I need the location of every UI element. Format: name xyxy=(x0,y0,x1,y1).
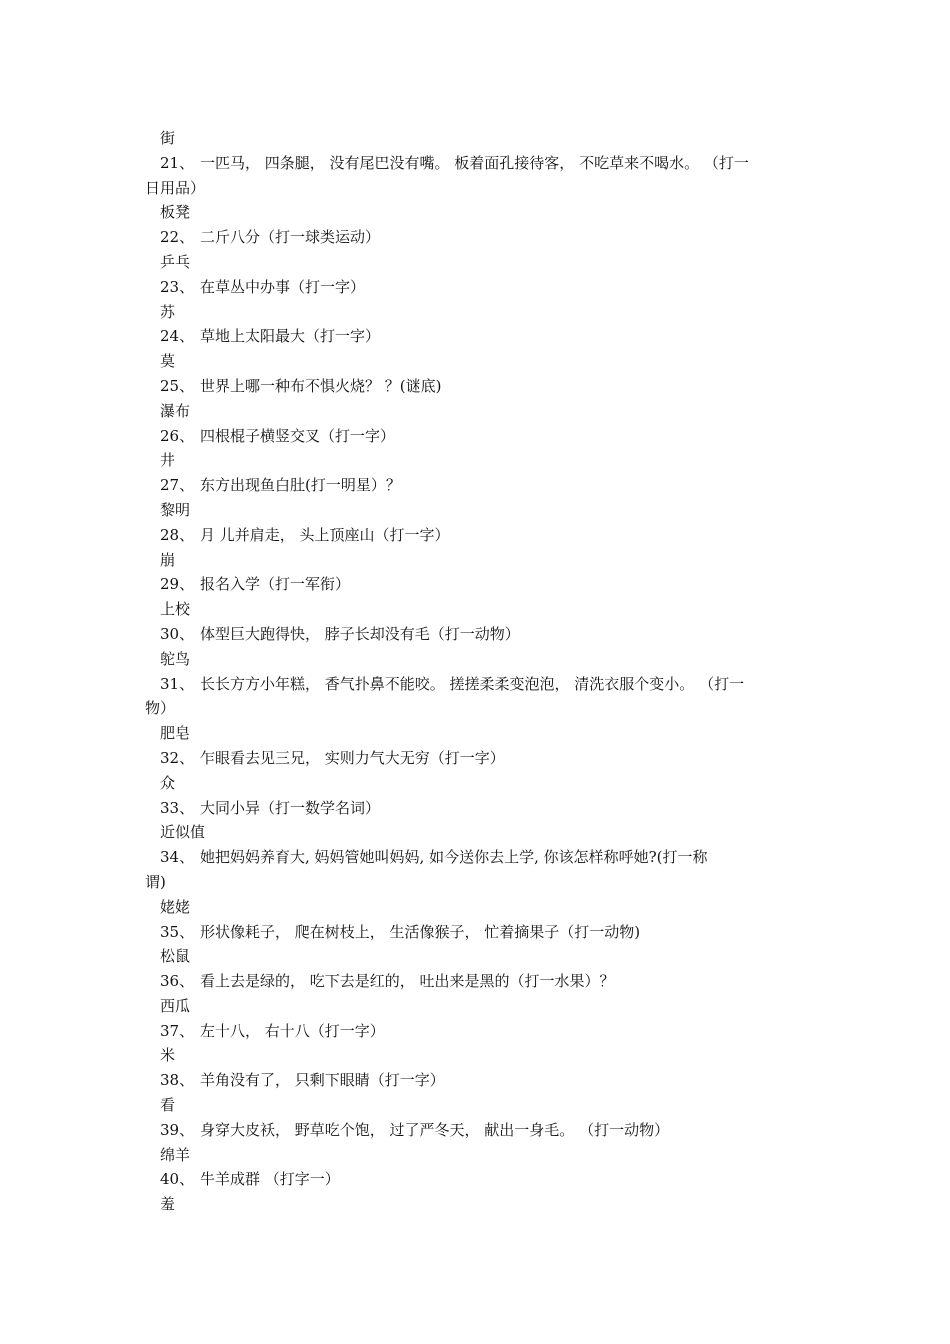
line-text: 肥皂 xyxy=(160,724,191,743)
riddle-list xyxy=(0,126,950,1217)
riddle-number: 21、 xyxy=(160,153,195,172)
riddle-answer-line xyxy=(0,200,950,225)
riddle-text: 月 儿并肩走， 头上顶座山（打一字） xyxy=(200,525,450,544)
riddle-question-line xyxy=(0,796,950,821)
riddle-question-line xyxy=(0,225,950,250)
line-text: 绵羊 xyxy=(160,1145,191,1164)
line-text: 莫 xyxy=(160,352,176,371)
line-text: 日用品） xyxy=(145,178,206,197)
riddle-answer-line xyxy=(0,548,950,573)
line-text: 瀑布 xyxy=(160,401,191,420)
riddle-number: 25、 xyxy=(160,376,195,395)
line-text: 鸵鸟 xyxy=(160,649,191,668)
riddle-answer-line xyxy=(0,250,950,275)
riddle-answer-line xyxy=(0,944,950,969)
riddle-question-line xyxy=(0,1167,950,1192)
line-text: 松鼠 xyxy=(160,947,191,966)
riddle-answer-line xyxy=(0,870,950,895)
riddle-text: 在草丛中办事（打一字） xyxy=(200,277,366,296)
riddle-number: 29、 xyxy=(160,575,195,594)
riddle-number: 38、 xyxy=(160,1071,195,1090)
riddle-answer-line xyxy=(0,647,950,672)
riddle-number: 35、 xyxy=(160,922,195,941)
riddle-question-line xyxy=(0,845,950,870)
riddle-question-line xyxy=(0,324,950,349)
riddle-answer-line xyxy=(0,696,950,721)
riddle-question-line xyxy=(0,1118,950,1143)
riddle-number: 34、 xyxy=(160,848,195,867)
riddle-answer-line xyxy=(0,597,950,622)
line-text: 近似值 xyxy=(160,823,206,842)
riddle-number: 36、 xyxy=(160,972,195,991)
riddle-text: 报名入学（打一军衔） xyxy=(200,575,351,594)
riddle-answer-line xyxy=(0,1093,950,1118)
riddle-text: 体型巨大跑得快， 脖子长却没有毛（打一动物） xyxy=(200,624,520,643)
line-text: 板凳 xyxy=(160,203,191,222)
riddle-text: 乍眼看去见三兄， 实则力气大无穷（打一字） xyxy=(200,748,505,767)
riddle-number: 22、 xyxy=(160,228,195,247)
line-text: 上校 xyxy=(160,600,191,619)
riddle-answer-line xyxy=(0,176,950,201)
line-text: 看 xyxy=(160,1096,176,1115)
riddle-question-line xyxy=(0,622,950,647)
riddle-number: 39、 xyxy=(160,1120,195,1139)
riddle-question-line xyxy=(0,473,950,498)
riddle-answer-line xyxy=(0,126,950,151)
line-text: 崩 xyxy=(160,550,176,569)
riddle-text: 大同小异（打一数学名词） xyxy=(200,798,381,817)
riddle-number: 23、 xyxy=(160,277,195,296)
riddle-text: 羊角没有了， 只剩下眼睛（打一字） xyxy=(200,1071,445,1090)
riddle-question-line xyxy=(0,275,950,300)
line-text: 街 xyxy=(160,129,176,147)
riddle-question-line xyxy=(0,151,950,176)
riddle-question-line xyxy=(0,920,950,945)
riddle-answer-line xyxy=(0,498,950,523)
riddle-text: 四根棍子横竖交叉（打一字） xyxy=(200,426,396,445)
riddle-question-line xyxy=(0,746,950,771)
riddle-question-line xyxy=(0,969,950,994)
riddle-answer-line xyxy=(0,820,950,845)
line-text: 物） xyxy=(145,699,176,718)
riddle-text: 世界上哪一种布不惧火烧？ ？(谜底) xyxy=(200,376,442,395)
riddle-text: 长长方方小年糕， 香气扑鼻不能咬。 搓搓柔柔变泡泡， 清洗衣服个变小。 （打一 xyxy=(200,674,745,693)
line-text: 米 xyxy=(160,1046,176,1065)
riddle-answer-line xyxy=(0,994,950,1019)
riddle-answer-line xyxy=(0,300,950,325)
riddle-answer-line xyxy=(0,771,950,796)
riddle-text: 她把妈妈养育大, 妈妈管她叫妈妈, 如今送你去上学, 你该怎样称呼她?(打一称 xyxy=(200,848,708,867)
riddle-number: 24、 xyxy=(160,327,195,346)
riddle-text: 草地上太阳最大（打一字） xyxy=(200,327,381,346)
riddle-number: 33、 xyxy=(160,798,195,817)
riddle-text: 牛羊成群 （打字一） xyxy=(200,1170,340,1189)
line-text: 羞 xyxy=(160,1195,176,1214)
line-text: 众 xyxy=(160,773,176,792)
riddle-question-line xyxy=(0,572,950,597)
riddle-text: 一匹马， 四条腿， 没有尾巴没有嘴。 板着面孔接待客， 不吃草来不喝水。 （打一 xyxy=(200,153,749,172)
riddle-text: 二斤八分（打一球类运动） xyxy=(200,228,381,247)
riddle-answer-line xyxy=(0,448,950,473)
riddle-text: 看上去是绿的， 吃下去是红的， 吐出来是黑的（打一水果）？ xyxy=(200,972,615,991)
line-text: 西瓜 xyxy=(160,996,191,1015)
riddle-text: 形状像耗子， 爬在树枝上， 生活像猴子， 忙着摘果子（打一动物) xyxy=(200,922,641,941)
riddle-number: 28、 xyxy=(160,525,195,544)
riddle-question-line xyxy=(0,1019,950,1044)
riddle-answer-line xyxy=(0,1192,950,1217)
line-text: 黎明 xyxy=(160,500,191,519)
riddle-question-line xyxy=(0,1068,950,1093)
riddle-question-line xyxy=(0,374,950,399)
riddle-number: 37、 xyxy=(160,1021,195,1040)
line-text: 谓) xyxy=(145,872,166,891)
riddle-number: 27、 xyxy=(160,476,195,495)
riddle-answer-line xyxy=(0,349,950,374)
riddle-answer-line xyxy=(0,721,950,746)
riddle-number: 32、 xyxy=(160,748,195,767)
riddle-text: 身穿大皮袄， 野草吃个饱， 过了严冬天， 献出一身毛。 （打一动物） xyxy=(200,1120,670,1139)
line-text: 乒乓 xyxy=(160,252,191,271)
riddle-question-line xyxy=(0,424,950,449)
riddle-number: 26、 xyxy=(160,426,195,445)
line-text: 姥姥 xyxy=(160,897,191,916)
riddle-answer-line xyxy=(0,1143,950,1168)
riddle-text: 左十八， 右十八（打一字） xyxy=(200,1021,385,1040)
riddle-answer-line xyxy=(0,399,950,424)
riddle-number: 31、 xyxy=(160,674,195,693)
riddle-number: 30、 xyxy=(160,624,195,643)
riddle-answer-line xyxy=(0,1043,950,1068)
riddle-question-line xyxy=(0,672,950,697)
riddle-answer-line xyxy=(0,895,950,920)
riddle-number: 40、 xyxy=(160,1170,195,1189)
line-text: 井 xyxy=(160,451,176,470)
riddle-text: 东方出现鱼白肚(打一明星）？ xyxy=(200,476,401,495)
riddle-question-line xyxy=(0,523,950,548)
line-text: 苏 xyxy=(160,302,176,321)
